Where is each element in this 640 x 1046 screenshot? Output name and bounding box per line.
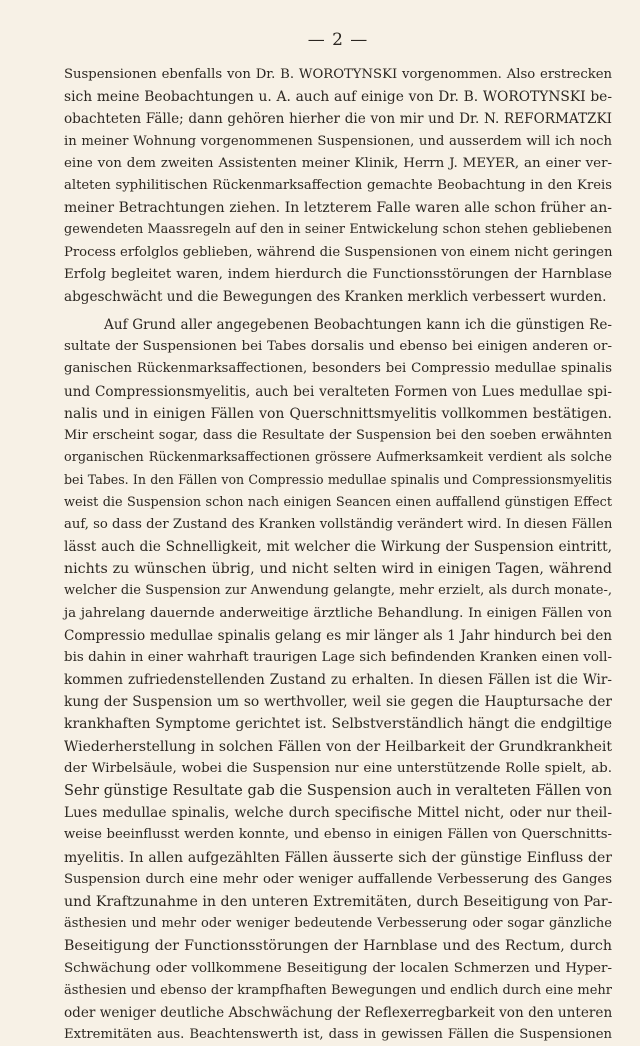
text-line: nichts zu wünschen übrig, und nicht selten wird in einigen Tagen, während [64,561,612,578]
text-line: myelitis. In allen aufgezählten Fällen äusserte sich der günstige Einfluss der [64,849,612,866]
text-line: abgeschwächt und die Bewegungen des Kranken merklich verbessert wurden. [64,288,607,305]
paragraph-1 [64,64,612,308]
text-line: kung der Suspension um so werthvoller, weil sie gegen die Hauptursache der [64,694,612,711]
text-line: meiner Betrachtungen ziehen. In letzterem Falle waren alle schon früher an- [64,200,612,217]
text-line: der Wirbelsäule, wobei die Suspension nur eine unterstützende Rolle spielt, ab. [64,760,612,776]
text-line: Auf Grund aller angegebenen Beobachtungen kann ich die günstigen Re- [104,317,612,334]
text-line: kommen zufriedenstellenden Zustand zu erhalten. In diesen Fällen ist die Wir- [64,672,612,689]
text-line: Extremitäten aus. Beachtenswerth ist, dass in gewissen Fällen die Suspensionen [64,1027,612,1043]
text-line: in meiner Wohnung vorgenommenen Suspensionen, und ausserdem will ich noch [64,133,612,149]
text-line: alteten syphilitischen Rückenmarksaffection gemachte Beobachtung in den Kreis [64,177,612,193]
text-line: Wiederherstellung in solchen Fällen von der Heilbarkeit der Grundkrankheit [64,738,612,755]
text-line: weise beeinflusst werden konnte, und ebenso in einigen Fällen von Querschnitts- [64,827,612,843]
text-line: organischen Rückenmarksaffectionen grössere Aufmerksamkeit verdient als solche [64,450,612,466]
text-line: krankhaften Symptome gerichtet ist. Selbstverständlich hängt die endgiltige [64,716,612,733]
text-line: lässt auch die Schnelligkeit, mit welcher die Wirkung der Suspension eintritt, [64,538,612,555]
text-line: Suspension durch eine mehr oder weniger auffallende Verbesserung des Ganges [64,871,612,887]
text-line: ganischen Rückenmarksaffectionen, besonders bei Compressio medullae spinalis [64,361,612,377]
paragraph-2 [64,314,612,1046]
text-line: nalis und in einigen Fällen von Querschnittsmyelitis vollkommen bestätigen. [64,405,612,422]
text-line: Sehr günstige Resultate gab die Suspension auch in veralteten Fällen von [64,782,612,799]
text-line: welcher die Suspension zur Anwendung gelangte, mehr erzielt, als durch monate-, [64,583,612,599]
text-line: bis dahin in einer wahrhaft traurigen Lage sich befindenden Kranken einen voll- [64,649,612,665]
text-line: sultate der Suspensionen bei Tabes dorsalis und ebenso bei einigen anderen or- [64,339,612,355]
text-line: Beseitigung der Functionsstörungen der Harnblase und des Rectum, durch [64,938,612,955]
text-line: Schwächung oder vollkommene Beseitigung der localen Schmerzen und Hyper- [64,960,612,976]
text-line: oder weniger deutliche Abschwächung der Reflexerregbarkeit von den unteren [64,1004,613,1021]
text-line: auf, so dass der Zustand des Kranken vollständig verändert wird. In diesen Fällen [64,516,613,532]
text-line: Erfolg begleitet waren, indem hierdurch die Functionsstörungen der Harnblase [64,266,612,282]
text-line: Compressio medullae spinalis gelang es mir länger als 1 Jahr hindurch bei den [64,627,612,644]
text-line: ja jahrelang dauernde anderweitige ärztliche Behandlung. In einigen Fällen von [64,605,612,621]
text-line: und Kraftzunahme in den unteren Extremitäten, durch Beseitigung von Par- [64,893,613,910]
text-line: und Compressionsmyelitis, auch bei veralteten Formen von Lues medullae spi- [64,383,612,400]
text-line: Process erfolglos geblieben, während die Suspensionen von einem nicht geringen [64,244,613,260]
text-line: Mir erscheint sogar, dass die Resultate der Suspension bei den soeben erwähnten [64,428,612,443]
text-line: bei Tabes. In den Fällen von Compressio medullae spinalis und Compressionsmyelitis [64,472,612,488]
text-line: sich meine Beobachtungen u. A. auch auf einige von Dr. B. WOROTYNSKI be- [64,89,612,106]
page-number: — 2 — [307,30,369,50]
text-line: Suspensionen ebenfalls von Dr. B. WOROTYNSKI vorgenommen. Also erstrecken [64,67,612,82]
document-page [64,30,612,1046]
text-line: gewendeten Maassregeln auf den in seiner Entwickelung schon stehen gebliebenen [64,222,612,238]
text-line: obachteten Fälle; dann gehören hierher die von mir und Dr. N. REFORMATZKI [64,111,612,128]
text-line: ästhesien und mehr oder weniger bedeutende Verbesserung oder sogar gänzliche [64,916,612,932]
text-line: Lues medullae spinalis, welche durch specifische Mittel nicht, oder nur theil- [64,805,612,822]
text-line: ästhesien und ebenso der krampfhaften Bewegungen und endlich durch eine mehr [64,982,612,998]
text-line: weist die Suspension schon nach einigen Seancen einen auffallend günstigen Effect [64,494,612,510]
text-line: eine von dem zweiten Assistenten meiner Klinik, Herrn J. MEYER, an einer ver- [64,155,612,171]
